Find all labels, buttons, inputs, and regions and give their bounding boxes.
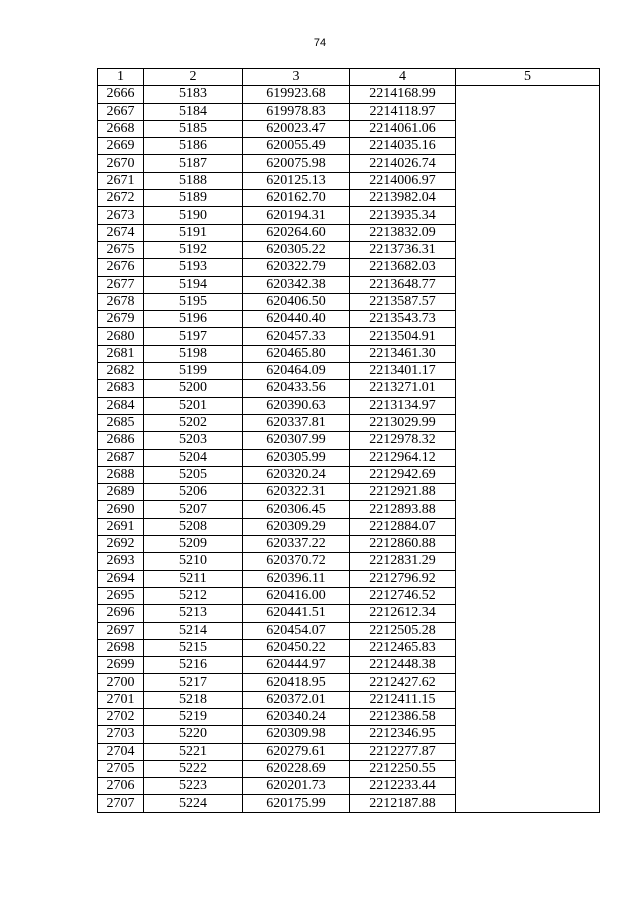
table-cell-col4: 2213029.99 (350, 414, 456, 431)
table-cell-col4: 2213504.91 (350, 328, 456, 345)
table-cell-col1: 2696 (98, 605, 144, 622)
table-cell-col2: 5202 (144, 414, 243, 431)
table-cell-col1: 2673 (98, 207, 144, 224)
table-cell-col3: 620309.98 (243, 726, 350, 743)
table-cell-col4: 2212612.34 (350, 605, 456, 622)
table-cell-col4: 2212277.87 (350, 743, 456, 760)
table-cell-col3: 620305.22 (243, 241, 350, 258)
table-cell-col1: 2698 (98, 639, 144, 656)
table-cell-col1: 2678 (98, 293, 144, 310)
table-cell-col2: 5189 (144, 190, 243, 207)
table-cell-col2: 5214 (144, 622, 243, 639)
table-cell-col3: 620454.07 (243, 622, 350, 639)
table-cell-col4: 2214035.16 (350, 138, 456, 155)
table-cell-col2: 5190 (144, 207, 243, 224)
table-cell-col4: 2214026.74 (350, 155, 456, 172)
table-cell-col2: 5205 (144, 466, 243, 483)
table-cell-col4: 2212427.62 (350, 674, 456, 691)
table-cell-col2: 5209 (144, 536, 243, 553)
table-cell-col2: 5220 (144, 726, 243, 743)
table-cell-col2: 5188 (144, 172, 243, 189)
table-cell-col4: 2212746.52 (350, 587, 456, 604)
table-cell-col3: 620309.29 (243, 518, 350, 535)
table-cell-col2: 5201 (144, 397, 243, 414)
table-cell-col1: 2687 (98, 449, 144, 466)
table-cell-col3: 619978.83 (243, 103, 350, 120)
table-cell-col1: 2697 (98, 622, 144, 639)
table-cell-col4: 2212233.44 (350, 778, 456, 795)
table-cell-col3: 620305.99 (243, 449, 350, 466)
table-cell-col3: 620075.98 (243, 155, 350, 172)
table-cell-col1: 2685 (98, 414, 144, 431)
table-cell-col2: 5197 (144, 328, 243, 345)
table-cell-col1: 2680 (98, 328, 144, 345)
table-cell-col2: 5206 (144, 484, 243, 501)
table-cell-col2: 5196 (144, 311, 243, 328)
table-cell-col4: 2213461.30 (350, 345, 456, 362)
table-cell-col3: 620322.31 (243, 484, 350, 501)
table-cell-col1: 2679 (98, 311, 144, 328)
table-cell-col3: 620201.73 (243, 778, 350, 795)
table-cell-col3: 620228.69 (243, 760, 350, 777)
table-cell-col1: 2702 (98, 708, 144, 725)
table-cell-col3: 620322.79 (243, 259, 350, 276)
table-cell-col2: 5200 (144, 380, 243, 397)
table-cell-col3: 620320.24 (243, 466, 350, 483)
table-cell-col3: 620342.38 (243, 276, 350, 293)
table-cell-col3: 620175.99 (243, 795, 350, 812)
table-cell-col1: 2700 (98, 674, 144, 691)
table-cell-col3: 620444.97 (243, 657, 350, 674)
table-cell-col4: 2213736.31 (350, 241, 456, 258)
table-cell-col1: 2666 (98, 86, 144, 103)
table-cell-col2: 5193 (144, 259, 243, 276)
table-cell-col3: 620264.60 (243, 224, 350, 241)
table-cell-col3: 620279.61 (243, 743, 350, 760)
table-cell-col3: 620337.81 (243, 414, 350, 431)
table-cell-col3: 620450.22 (243, 639, 350, 656)
column-header-4: 4 (350, 69, 456, 86)
table-cell-col1: 2707 (98, 795, 144, 812)
table-cell-col1: 2690 (98, 501, 144, 518)
table-cell-col2: 5187 (144, 155, 243, 172)
table-cell-col1: 2692 (98, 536, 144, 553)
table-cell-col1: 2676 (98, 259, 144, 276)
table-cell-col3: 620390.63 (243, 397, 350, 414)
table-cell-col1: 2689 (98, 484, 144, 501)
table-cell-col1: 2667 (98, 103, 144, 120)
table-cell-col3: 620372.01 (243, 691, 350, 708)
table-cell-col1: 2671 (98, 172, 144, 189)
table-cell-col4: 2213982.04 (350, 190, 456, 207)
table-cell-col1: 2684 (98, 397, 144, 414)
table-cell-col2: 5183 (144, 86, 243, 103)
table-cell-col4: 2212187.88 (350, 795, 456, 812)
table-cell-col1: 2683 (98, 380, 144, 397)
table-cell-col2: 5212 (144, 587, 243, 604)
table-cell-col3: 620457.33 (243, 328, 350, 345)
table-cell-col1: 2682 (98, 363, 144, 380)
table-cell-col2: 5218 (144, 691, 243, 708)
table-cell-col4: 2212884.07 (350, 518, 456, 535)
table-cell-col3: 620307.99 (243, 432, 350, 449)
table-cell-col1: 2703 (98, 726, 144, 743)
table-cell-col2: 5210 (144, 553, 243, 570)
table-cell-col1: 2691 (98, 518, 144, 535)
table-cell-col3: 620337.22 (243, 536, 350, 553)
table-cell-col1: 2693 (98, 553, 144, 570)
table-cell-col4: 2212250.55 (350, 760, 456, 777)
table-body (98, 86, 600, 812)
table-cell-col1: 2694 (98, 570, 144, 587)
table-cell-col2: 5191 (144, 224, 243, 241)
column-header-3: 3 (243, 69, 350, 86)
table-cell-col2: 5184 (144, 103, 243, 120)
table-cell-col3: 620055.49 (243, 138, 350, 155)
table-cell-col3: 620465.80 (243, 345, 350, 362)
page-number: 74 (313, 37, 327, 49)
table-cell-col1: 2699 (98, 657, 144, 674)
table-cell-col3: 620441.51 (243, 605, 350, 622)
table-cell-col1: 2672 (98, 190, 144, 207)
table-cell-col2: 5217 (144, 674, 243, 691)
table-cell-col2: 5215 (144, 639, 243, 656)
table-cell-col2: 5203 (144, 432, 243, 449)
table-cell-col4: 2213648.77 (350, 276, 456, 293)
table-cell-col4: 2212860.88 (350, 536, 456, 553)
table-cell-col3: 620418.95 (243, 674, 350, 691)
table-cell-col1: 2688 (98, 466, 144, 483)
table-cell-col3: 620433.56 (243, 380, 350, 397)
table-cell-col2: 5192 (144, 241, 243, 258)
table-cell-col3: 620440.40 (243, 311, 350, 328)
table-cell-col4: 2213271.01 (350, 380, 456, 397)
table-cell-col4: 2212964.12 (350, 449, 456, 466)
table-cell-col1: 2677 (98, 276, 144, 293)
table-cell-col2: 5208 (144, 518, 243, 535)
table-cell-col2: 5222 (144, 760, 243, 777)
table-cell-col1: 2686 (98, 432, 144, 449)
table-cell-col4: 2212505.28 (350, 622, 456, 639)
table-cell-col2: 5195 (144, 293, 243, 310)
table-cell-col4: 2212796.92 (350, 570, 456, 587)
table-cell-col3: 619923.68 (243, 86, 350, 103)
table-cell-col1: 2675 (98, 241, 144, 258)
column-header-2: 2 (144, 69, 243, 86)
table-cell-col3: 620396.11 (243, 570, 350, 587)
table-cell-col4: 2212942.69 (350, 466, 456, 483)
table-cell-col1: 2669 (98, 138, 144, 155)
table-cell-col1: 2705 (98, 760, 144, 777)
table-cell-col1: 2670 (98, 155, 144, 172)
table-cell-col4: 2212411.15 (350, 691, 456, 708)
column-header-1: 1 (98, 69, 144, 86)
table-cell-col2: 5199 (144, 363, 243, 380)
table-cell-col2: 5224 (144, 795, 243, 812)
table-cell-col4: 2213682.03 (350, 259, 456, 276)
table-cell-col4: 2213401.17 (350, 363, 456, 380)
column-header-5: 5 (456, 69, 600, 86)
table-cell-col3: 620370.72 (243, 553, 350, 570)
table-cell-col4: 2214168.99 (350, 86, 456, 103)
table-cell-col4: 2212978.32 (350, 432, 456, 449)
table-cell-col4: 2214061.06 (350, 120, 456, 137)
table-cell-col2: 5219 (144, 708, 243, 725)
table-row (98, 86, 600, 103)
table-cell-col3: 620416.00 (243, 587, 350, 604)
table-cell-col4: 2213832.09 (350, 224, 456, 241)
table-cell-col2: 5185 (144, 120, 243, 137)
table-cell-col4: 2213134.97 (350, 397, 456, 414)
table-cell-col2: 5223 (144, 778, 243, 795)
table-cell-col4: 2213587.57 (350, 293, 456, 310)
table-cell-col4: 2212448.38 (350, 657, 456, 674)
table-cell-col3: 620023.47 (243, 120, 350, 137)
table-cell-col4: 2212921.88 (350, 484, 456, 501)
table-cell-col1: 2706 (98, 778, 144, 795)
table-cell-col4: 2212346.95 (350, 726, 456, 743)
table-cell-col2: 5211 (144, 570, 243, 587)
table-cell-col4: 2213935.34 (350, 207, 456, 224)
table-cell-col3: 620194.31 (243, 207, 350, 224)
table-cell-col1: 2674 (98, 224, 144, 241)
table-cell-col5-empty (456, 86, 600, 812)
table-cell-col2: 5216 (144, 657, 243, 674)
table-cell-col1: 2681 (98, 345, 144, 362)
table-cell-col3: 620125.13 (243, 172, 350, 189)
table-cell-col1: 2695 (98, 587, 144, 604)
table-cell-col3: 620162.70 (243, 190, 350, 207)
table-cell-col2: 5204 (144, 449, 243, 466)
table-cell-col4: 2212386.58 (350, 708, 456, 725)
table-cell-col3: 620464.09 (243, 363, 350, 380)
coordinates-table (97, 68, 600, 813)
table-header-row (98, 69, 600, 86)
table-cell-col3: 620406.50 (243, 293, 350, 310)
table-cell-col1: 2701 (98, 691, 144, 708)
table-cell-col4: 2212831.29 (350, 553, 456, 570)
table-cell-col3: 620340.24 (243, 708, 350, 725)
table-cell-col3: 620306.45 (243, 501, 350, 518)
table-cell-col2: 5198 (144, 345, 243, 362)
table-cell-col2: 5221 (144, 743, 243, 760)
table-cell-col2: 5207 (144, 501, 243, 518)
table-cell-col4: 2213543.73 (350, 311, 456, 328)
table-cell-col4: 2212465.83 (350, 639, 456, 656)
table-cell-col4: 2212893.88 (350, 501, 456, 518)
table-cell-col2: 5186 (144, 138, 243, 155)
table-cell-col1: 2668 (98, 120, 144, 137)
table-cell-col4: 2214006.97 (350, 172, 456, 189)
table-cell-col2: 5213 (144, 605, 243, 622)
table-cell-col2: 5194 (144, 276, 243, 293)
table-cell-col1: 2704 (98, 743, 144, 760)
table-cell-col4: 2214118.97 (350, 103, 456, 120)
